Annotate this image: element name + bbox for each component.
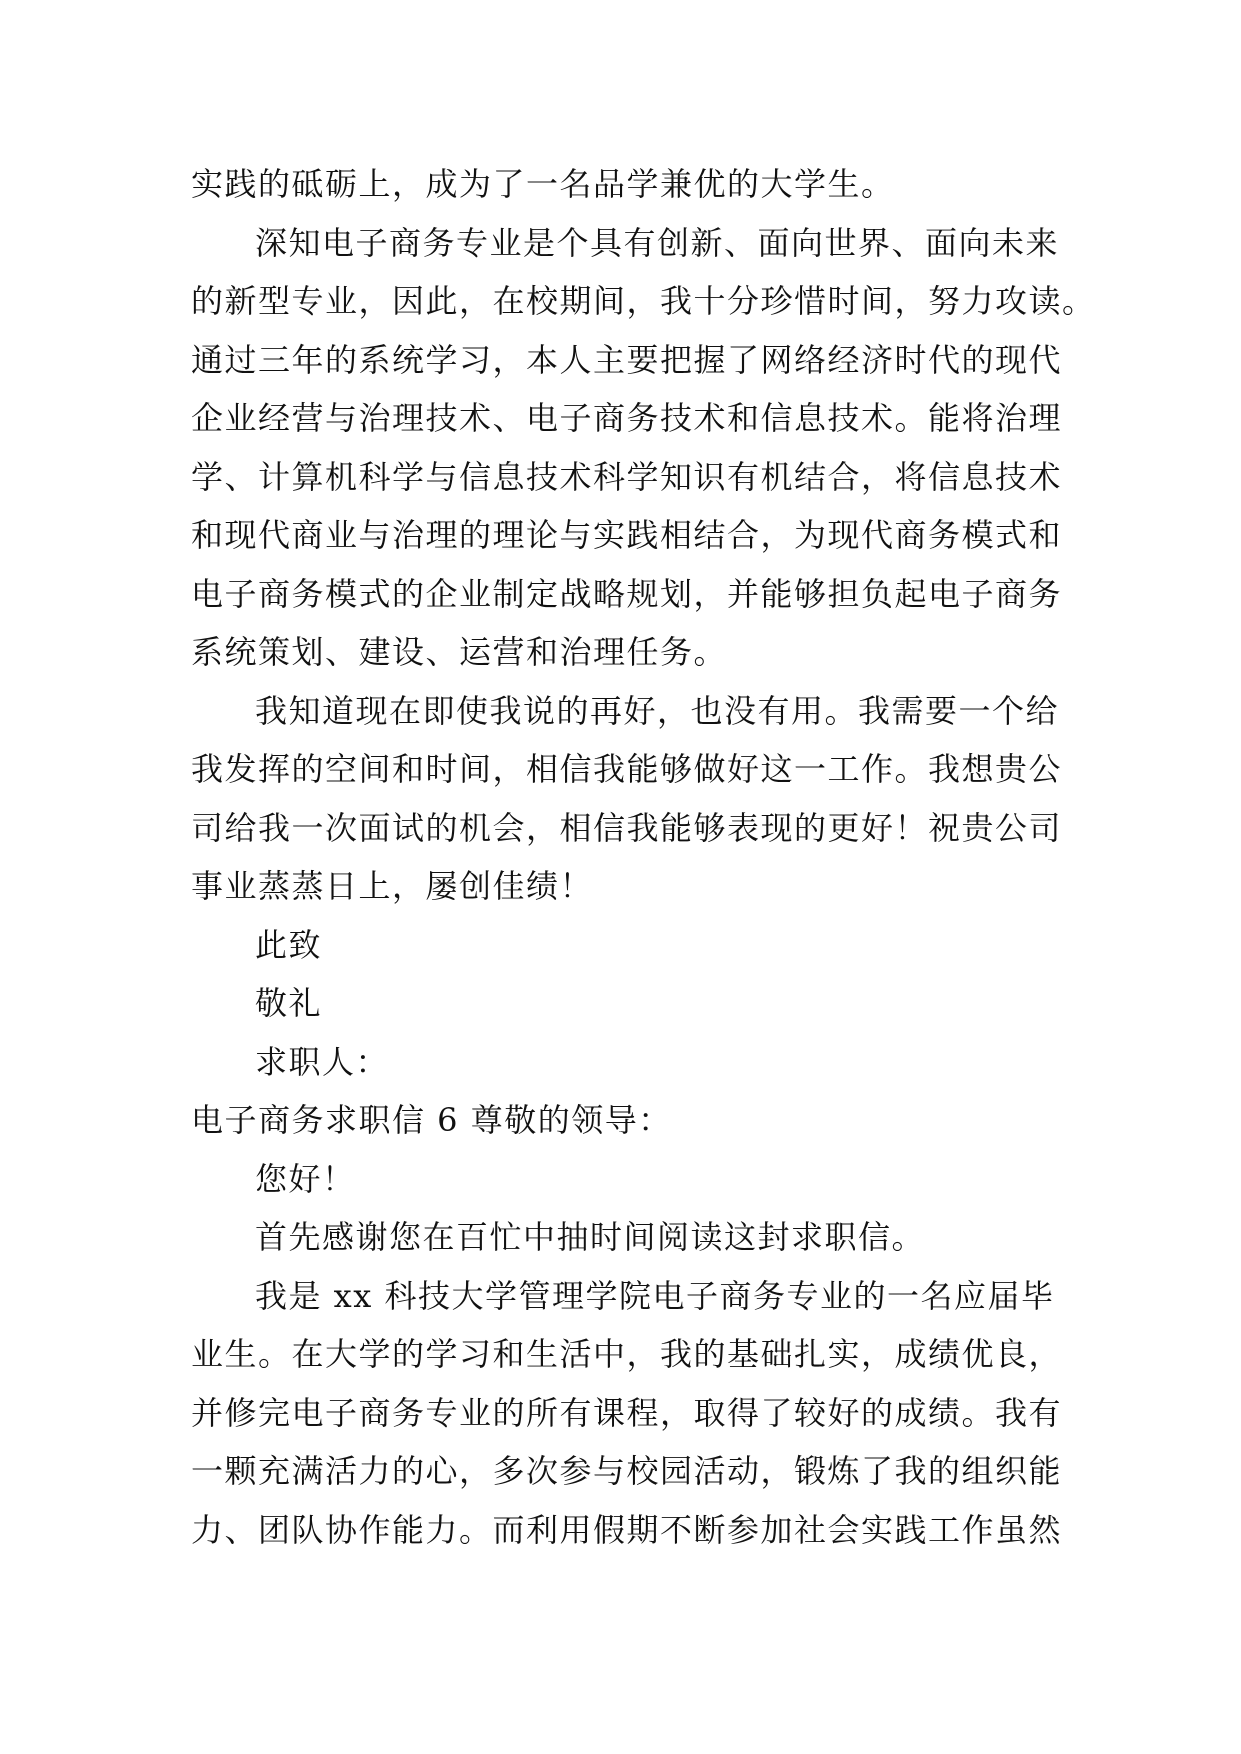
text-line: 力、团队协作能力。而利用假期不断参加社会实践工作虽然 bbox=[191, 1510, 1063, 1549]
text-line: 一颗充满活力的心，多次参与校园活动，锻炼了我的组织能 bbox=[191, 1452, 1063, 1490]
text-line: 此致 bbox=[255, 925, 323, 964]
text-line: 事业蒸蒸日上，屡创佳绩！ bbox=[191, 867, 594, 905]
text-line: 电子商务求职信 6 尊敬的领导： bbox=[191, 1101, 672, 1139]
text-line: 司给我一次面试的机会，相信我能够表现的更好！祝贵公司 bbox=[191, 808, 1063, 847]
text-line: 求职人： bbox=[255, 1042, 390, 1081]
text-line: 业生。在大学的学习和生活中，我的基础扎实，成绩优良， bbox=[191, 1335, 1063, 1373]
text-line: 企业经营与治理技术、电子商务技术和信息技术。能将治理 bbox=[191, 399, 1063, 437]
text-line: 深知电子商务专业是个具有创新、面向世界、面向未来 bbox=[255, 223, 1060, 262]
text-line: 通过三年的系统学习，本人主要把握了网络经济时代的现代 bbox=[191, 340, 1063, 379]
text-line: 我是 xx 科技大学管理学院电子商务专业的一名应届毕 bbox=[255, 1276, 1055, 1315]
text-line: 系统策划、建设、运营和治理任务。 bbox=[191, 633, 728, 671]
text-line: 我发挥的空间和时间，相信我能够做好这一工作。我想贵公 bbox=[191, 750, 1063, 788]
text-line: 敬礼 bbox=[255, 984, 323, 1022]
text-line: 您好！ bbox=[255, 1159, 356, 1198]
text-line: 实践的砥砺上，成为了一名品学兼优的大学生。 bbox=[191, 165, 895, 203]
text-line: 和现代商业与治理的理论与实践相结合，为现代商务模式和 bbox=[191, 516, 1063, 554]
text-line: 电子商务模式的企业制定战略规划，并能够担负起电子商务 bbox=[191, 574, 1063, 613]
text-line: 的新型专业，因此，在校期间，我十分珍惜时间，努力攻读。 bbox=[191, 282, 1096, 320]
text-line: 并修完电子商务专业的所有课程，取得了较好的成绩。我有 bbox=[191, 1393, 1063, 1432]
document-body bbox=[191, 155, 1096, 1559]
text-line: 我知道现在即使我说的再好，也没有用。我需要一个给 bbox=[255, 691, 1060, 730]
text-line: 学、计算机科学与信息技术科学知识有机结合，将信息技术 bbox=[191, 457, 1063, 496]
text-line: 首先感谢您在百忙中抽时间阅读这封求职信。 bbox=[255, 1218, 926, 1256]
